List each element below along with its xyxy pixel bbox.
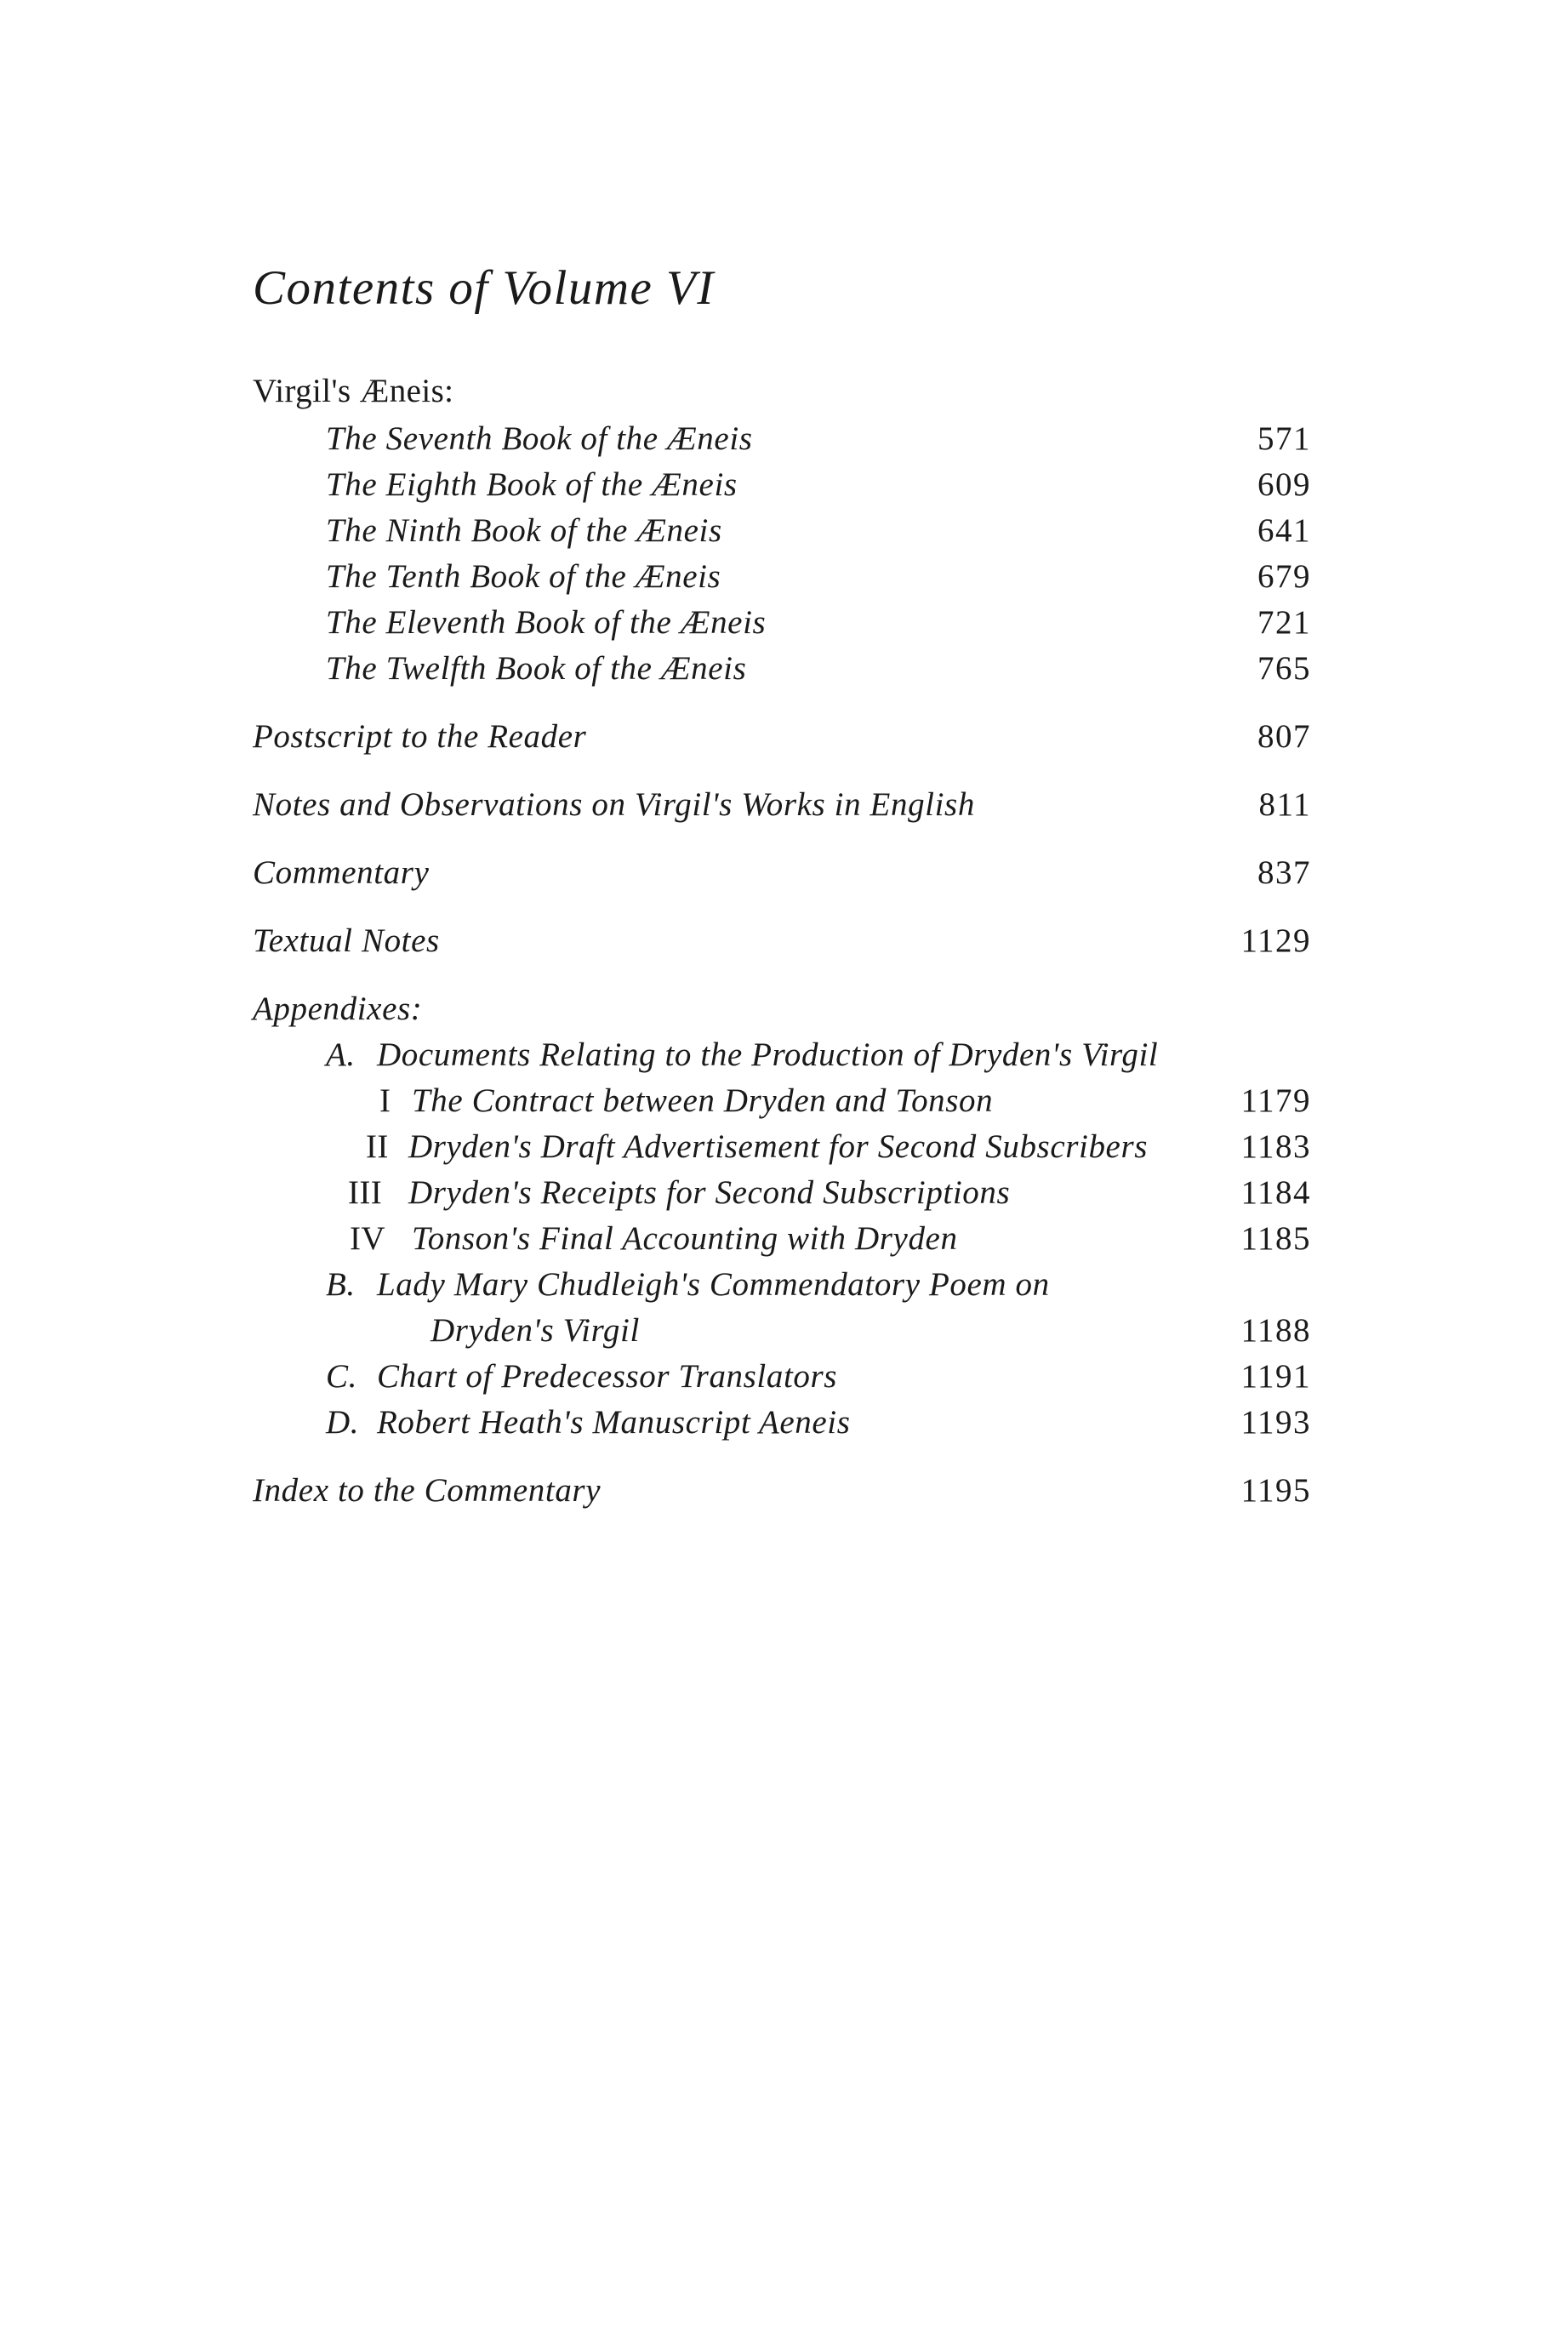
toc-subentry[interactable] [0,1169,1568,1217]
toc-subentry[interactable] [0,1077,1568,1125]
toc-entry-page: 1179 [1240,1082,1311,1119]
subentry-label: Dryden's Receipts for Second Subscriptions [408,1174,1011,1211]
toc-entry[interactable] [0,507,1568,555]
appendix-label: Dryden's Virgil [430,1312,640,1349]
subentry-label: Dryden's Draft Advertisement for Second Subscribers [408,1128,1149,1165]
toc-entry-page: 1188 [1240,1312,1311,1349]
appendix-letter: D. [326,1404,360,1441]
toc-entry-label: The Eighth Book of the Æneis [326,466,738,503]
toc-entry-label: The Twelfth Book of the Æneis [326,650,747,687]
toc-entry-label: The Ninth Book of the Æneis [326,512,722,549]
toc-entry-postscript[interactable] [0,713,1568,761]
toc-entry-page: 721 [1257,604,1311,641]
appendix-a-heading[interactable] [0,1031,1568,1079]
toc-entry-page: 679 [1257,558,1311,595]
section-heading-aeneis [0,368,1568,415]
section-heading-appendixes [0,985,1568,1033]
toc-entry-label: Index to the Commentary [253,1472,602,1509]
subentry-numeral: III [348,1174,383,1211]
toc-entry-label: Notes and Observations on Virgil's Works in English [253,786,975,823]
toc-entry-label: Postscript to the Reader [253,718,587,755]
subentry-label: The Contract between Dryden and Tonson [412,1082,994,1119]
subentry-numeral: IV [350,1220,385,1257]
toc-entry-page: 609 [1257,466,1311,503]
subentry-numeral: II [366,1128,389,1165]
page-title: Contents of Volume VI [253,261,715,316]
appendix-d[interactable] [0,1399,1568,1447]
toc-entry-label: The Seventh Book of the Æneis [326,420,753,457]
toc-entry-page: 641 [1257,512,1311,549]
subentry-label: Tonson's Final Accounting with Dryden [412,1220,958,1257]
toc-entry-page: 1193 [1240,1404,1311,1441]
toc-entry-textual-notes[interactable] [0,917,1568,965]
toc-entry-page: 1183 [1240,1128,1311,1165]
toc-entry-page: 1184 [1240,1174,1311,1211]
toc-entry[interactable] [0,645,1568,693]
section-heading-label: Appendixes: [253,990,423,1027]
toc-entry-commentary[interactable] [0,849,1568,897]
toc-entry-page: 807 [1257,718,1311,755]
appendix-label: Chart of Predecessor Translators [377,1358,838,1395]
toc-entry-page: 1195 [1240,1472,1311,1509]
toc-entry-page: 1185 [1240,1220,1311,1257]
toc-entry-label: The Eleventh Book of the Æneis [326,604,767,641]
appendix-b-continuation[interactable] [0,1307,1568,1355]
toc-subentry[interactable] [0,1215,1568,1263]
appendix-letter: B. [326,1266,356,1303]
toc-entry-label: Commentary [253,854,430,891]
appendix-label: Lady Mary Chudleigh's Commendatory Poem on [377,1266,1050,1303]
section-heading-label: Virgil's Æneis: [253,373,454,409]
toc-entry-page: 1129 [1240,922,1311,959]
appendix-c[interactable] [0,1353,1568,1401]
toc-entry-label: The Tenth Book of the Æneis [326,558,721,595]
toc-entry[interactable] [0,461,1568,509]
toc-entry[interactable] [0,599,1568,647]
toc-entry-notes[interactable] [0,781,1568,829]
toc-entry-page: 571 [1257,420,1311,457]
appendix-label: Robert Heath's Manuscript Aeneis [377,1404,851,1441]
appendix-label: Documents Relating to the Production of Dryden's Virgil [377,1036,1159,1073]
appendix-b-heading[interactable] [0,1261,1568,1309]
toc-entry-label: Textual Notes [253,922,440,959]
toc-entry-index[interactable] [0,1467,1568,1515]
appendix-letter: C. [326,1358,357,1395]
appendix-letter: A. [326,1036,356,1073]
toc-entry-page: 765 [1257,650,1311,687]
subentry-numeral: I [379,1082,391,1119]
toc-entry[interactable] [0,553,1568,601]
toc-entry-page: 837 [1257,854,1311,891]
toc-entry[interactable] [0,415,1568,463]
toc-entry-page: 1191 [1240,1358,1311,1395]
toc-entry-page: 811 [1258,786,1311,823]
toc-subentry[interactable] [0,1123,1568,1171]
